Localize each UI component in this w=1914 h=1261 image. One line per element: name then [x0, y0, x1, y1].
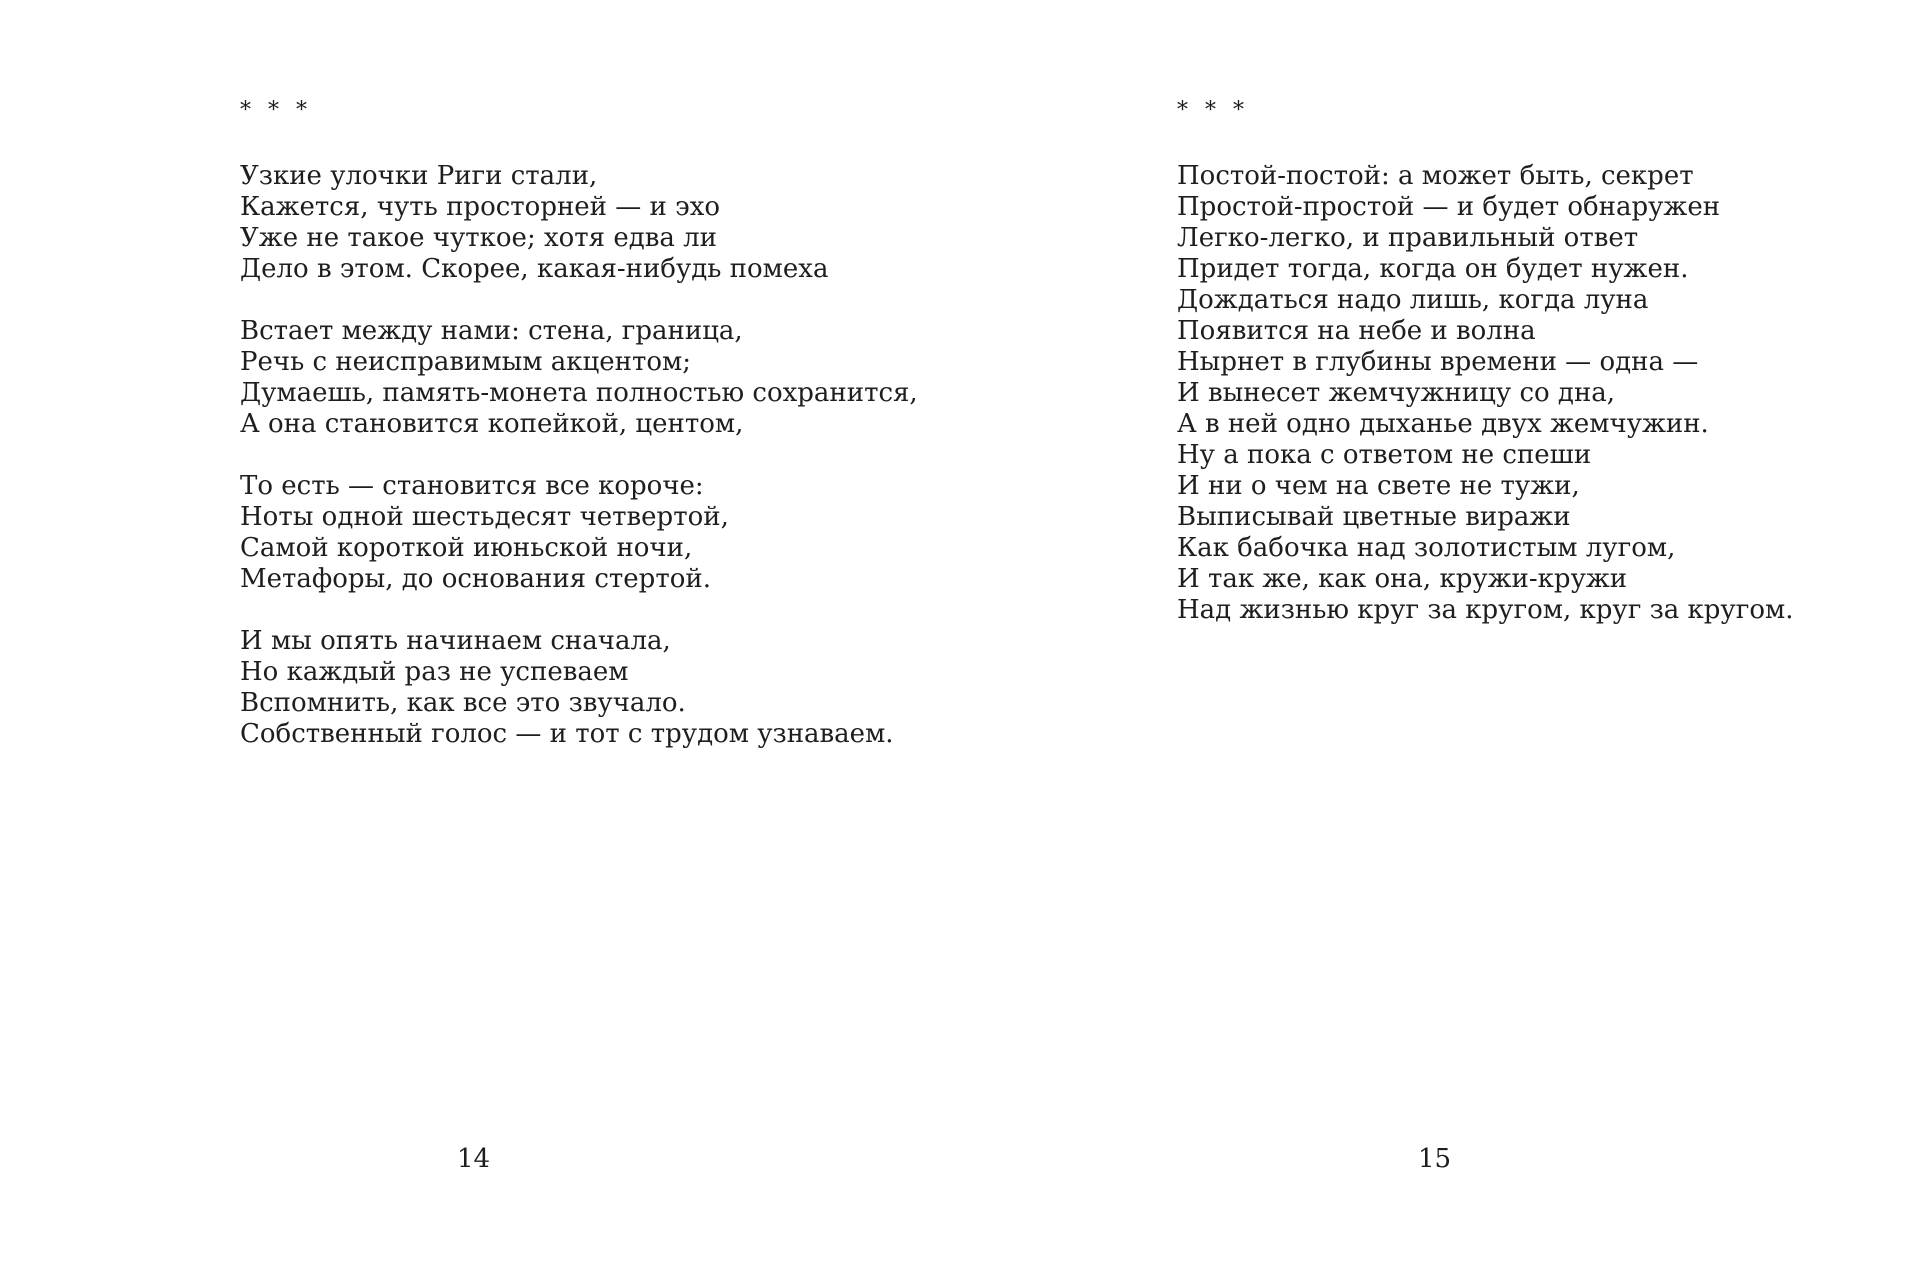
- poem-line: Выписывай цветные виражи: [1177, 502, 1571, 532]
- poem-line: А в ней одно дыханье двух жемчужин.: [1177, 409, 1709, 439]
- poem-line: Появится на небе и волна: [1177, 316, 1536, 346]
- poem-line: Ну а пока с ответом не спеши: [1177, 440, 1592, 470]
- poem-line: И так же, как она, кружи-кружи: [1177, 564, 1628, 594]
- poem-line: Нырнет в глубины времени — одна —: [1177, 347, 1699, 377]
- poem-line: То есть — становится все короче:: [240, 471, 704, 501]
- poem: [240, 161, 918, 750]
- stanza-separator: * * *: [1177, 98, 1249, 123]
- poem-line: Узкие улочки Риги стали,: [240, 161, 598, 191]
- poem-line: Но каждый раз не успеваем: [240, 657, 629, 687]
- stanza: [240, 626, 918, 750]
- page-number: 15: [1418, 1144, 1452, 1174]
- poem-line: Самой короткой июньской ночи,: [240, 533, 693, 563]
- poem-line: Легко-легко, и правильный ответ: [1177, 223, 1639, 253]
- poem-line: Над жизнью круг за кругом, круг за кругом.: [1177, 595, 1794, 625]
- poem-line: И вынесет жемчужницу со дна,: [1177, 378, 1616, 408]
- poem-line: Простой-простой — и будет обнаружен: [1177, 192, 1721, 222]
- poem-line: Придет тогда, когда он будет нужен.: [1177, 254, 1689, 284]
- poem-line: Уже не такое чуткое; хотя едва ли: [240, 223, 717, 253]
- poem-line: Постой-постой: а может быть, секрет: [1177, 161, 1694, 191]
- poem-line: И мы опять начинаем сначала,: [240, 626, 671, 656]
- stanza: [1177, 161, 1793, 626]
- poem-line: Думаешь, память-монета полностью сохранится,: [240, 378, 918, 408]
- stanza: [240, 471, 918, 595]
- poem-line: Речь с неисправимым акцентом;: [240, 347, 691, 377]
- poem: [1177, 161, 1793, 626]
- poem-line: Кажется, чуть просторней — и эхо: [240, 192, 721, 222]
- poem-line: Как бабочка над золотистым лугом,: [1177, 533, 1676, 563]
- poem-line: Дождаться надо лишь, когда луна: [1177, 285, 1649, 315]
- page-number: 14: [457, 1144, 491, 1174]
- poem-line: Вспомнить, как все это звучало.: [240, 688, 686, 718]
- stanza-separator: * * *: [240, 98, 312, 123]
- poem-line: Дело в этом. Скорее, какая-нибудь помеха: [240, 254, 829, 284]
- poem-line: И ни о чем на свете не тужи,: [1177, 471, 1580, 501]
- poem-line: Метафоры, до основания стертой.: [240, 564, 711, 594]
- poem-line: А она становится копейкой, центом,: [240, 409, 744, 439]
- poem-line: Встает между нами: стена, граница,: [240, 316, 743, 346]
- poem-line: Ноты одной шестьдесят четвертой,: [240, 502, 729, 532]
- poem-line: Собственный голос — и тот с трудом узнаваем.: [240, 719, 894, 749]
- stanza: [240, 161, 918, 285]
- right-page: [957, 0, 1914, 1261]
- stanza: [240, 316, 918, 440]
